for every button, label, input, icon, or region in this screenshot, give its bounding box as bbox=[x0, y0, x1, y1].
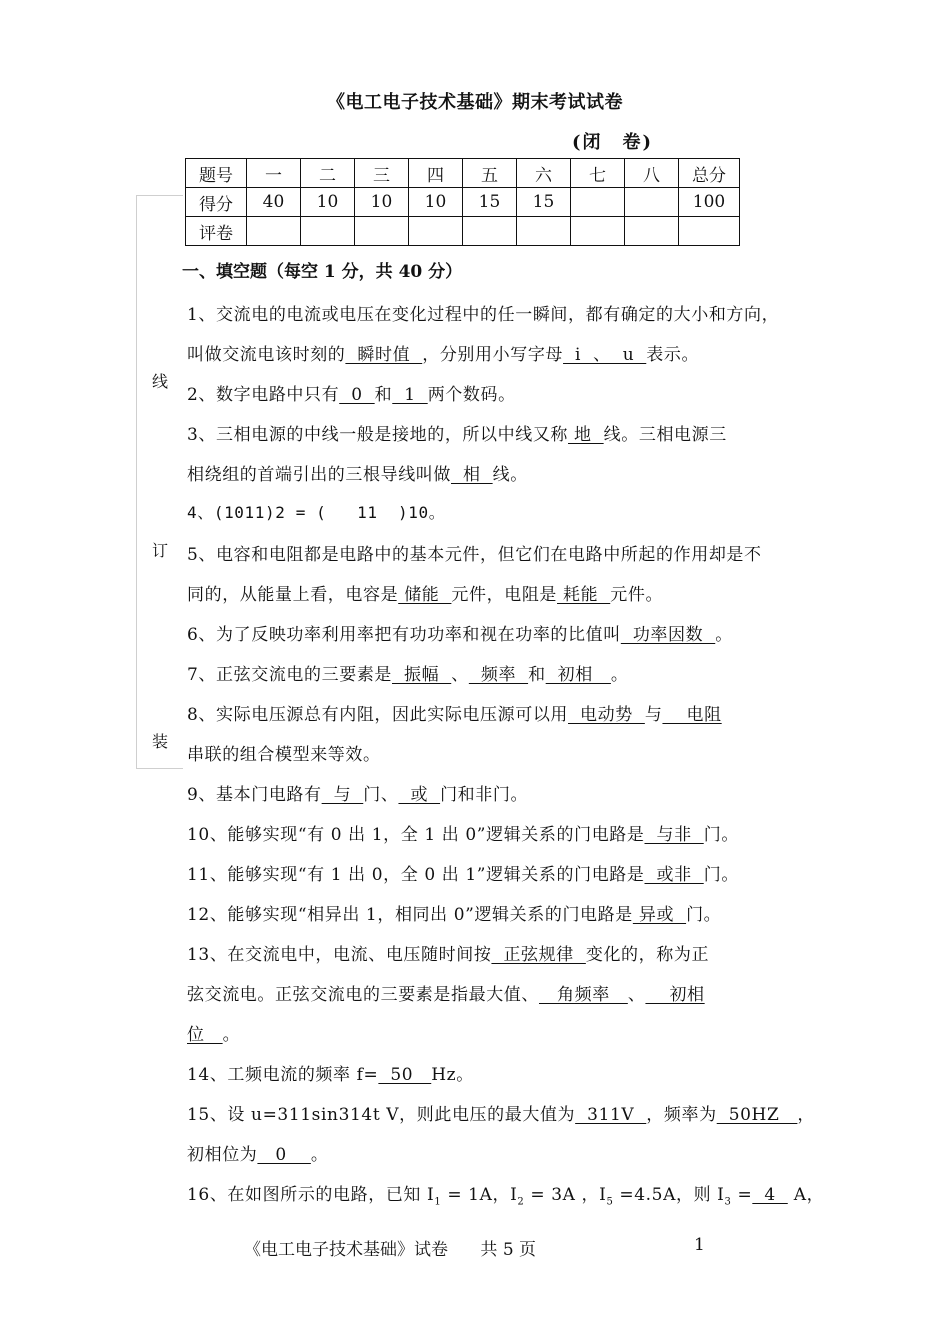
answer-blank: 频率 bbox=[468, 665, 529, 685]
table-cell: 八 bbox=[625, 159, 679, 188]
answer-blank: 4 bbox=[752, 1185, 788, 1205]
table-cell: 15 bbox=[517, 188, 571, 217]
answer-blank: 相 bbox=[451, 465, 493, 485]
table-cell: 三 bbox=[355, 159, 409, 188]
table-cell: 得分 bbox=[186, 188, 247, 217]
answer-blank: i 、 u bbox=[563, 345, 647, 365]
table-row bbox=[186, 188, 740, 217]
table-cell: 100 bbox=[679, 188, 740, 217]
question-line: 2、数字电路中只有 0 和 1 两个数码。 bbox=[187, 385, 516, 405]
table-cell: 总分 bbox=[679, 159, 740, 188]
answer-blank: 异或 bbox=[632, 905, 687, 925]
table-cell bbox=[409, 217, 463, 246]
binding-margin bbox=[136, 195, 183, 769]
answer-blank: 角频率 bbox=[539, 985, 628, 1005]
table-cell: 10 bbox=[409, 188, 463, 217]
answer-blank: 储能 bbox=[398, 585, 452, 605]
table-cell: 一 bbox=[247, 159, 301, 188]
question-line: 9、基本门电路有 与 门、 或 门和非门。 bbox=[187, 785, 529, 805]
question-line: 相绕组的首端引出的三根导线叫做 相 线。 bbox=[187, 465, 528, 485]
binding-mark-staple: 订 bbox=[152, 541, 169, 560]
table-cell bbox=[247, 217, 301, 246]
table-cell: 题号 bbox=[186, 159, 247, 188]
question-line: 15、设 u=311sin314t V，则此电压的最大值为 311V ，频率为 50HZ ， bbox=[187, 1105, 816, 1125]
answer-blank: 耗能 bbox=[557, 585, 611, 605]
question-line: 5、电容和电阻都是电路中的基本元件，但它们在电路中所起的作用却是不 bbox=[187, 545, 762, 565]
table-cell: 15 bbox=[463, 188, 517, 217]
answer-blank: 功率因数 bbox=[620, 625, 716, 645]
table-cell: 六 bbox=[517, 159, 571, 188]
answer-blank: 50HZ bbox=[716, 1105, 798, 1125]
page-number: 1 bbox=[694, 1235, 705, 1255]
question-line: 串联的组合模型来等效。 bbox=[187, 745, 381, 765]
answer-blank: 初相 bbox=[645, 985, 705, 1005]
table-cell bbox=[355, 217, 409, 246]
question-line: 初相位为 0 。 bbox=[187, 1145, 329, 1165]
binding-mark-bind: 装 bbox=[152, 732, 169, 751]
exam-title: 《电工电子技术基础》期末考试试卷 bbox=[327, 92, 623, 113]
table-cell bbox=[571, 188, 625, 217]
question-line: 6、为了反映功率利用率把有功功率和视在功率的比值叫 功率因数 。 bbox=[187, 625, 733, 645]
table-cell: 五 bbox=[463, 159, 517, 188]
answer-blank: 0 bbox=[339, 385, 375, 405]
question-line: 同的，从能量上看，电容是 储能 元件，电阻是 耗能 元件。 bbox=[187, 585, 664, 605]
answer-blank: 正弦规律 bbox=[491, 945, 586, 965]
table-cell: 四 bbox=[409, 159, 463, 188]
answer-blank: 位 bbox=[187, 1025, 223, 1045]
question-line: 10、能够实现“有 0 出 1，全 1 出 0”逻辑关系的门电路是 与非 门。 bbox=[187, 825, 739, 845]
table-cell bbox=[679, 217, 740, 246]
table-cell: 40 bbox=[247, 188, 301, 217]
answer-blank: 50 bbox=[378, 1065, 432, 1085]
question-line: 12、能够实现“相异出 1，相同出 0”逻辑关系的门电路是 异或 门。 bbox=[187, 905, 722, 925]
table-row bbox=[186, 217, 740, 246]
answer-blank: 1 bbox=[392, 385, 428, 405]
question-line: 11、能够实现“有 1 出 0，全 0 出 1”逻辑关系的门电路是 或非 门。 bbox=[187, 865, 739, 885]
question-line: 弦交流电。正弦交流电的三要素是指最大值、 角频率 、 初相 bbox=[187, 985, 705, 1005]
table-cell bbox=[625, 188, 679, 217]
answer-blank: 与非 bbox=[644, 825, 704, 845]
section-title: 一、填空题（每空 1 分，共 40 分） bbox=[182, 262, 463, 282]
question-line: 1、交流电的电流或电压在变化过程中的任一瞬间，都有确定的大小和方向， bbox=[187, 305, 780, 325]
table-cell: 二 bbox=[301, 159, 355, 188]
question-line: 14、工频电流的频率 f= 50 Hz。 bbox=[187, 1065, 474, 1085]
table-cell bbox=[301, 217, 355, 246]
answer-blank: 311V bbox=[575, 1105, 647, 1125]
page-footer: 《电工电子技术基础》试卷 共 5 页 bbox=[244, 1240, 537, 1260]
binding-mark-line: 线 bbox=[152, 372, 169, 391]
exam-subtitle: (闭 卷) bbox=[572, 132, 654, 153]
answer-blank: 0 bbox=[257, 1145, 311, 1165]
table-cell: 10 bbox=[355, 188, 409, 217]
table-cell: 七 bbox=[571, 159, 625, 188]
question-line: 叫做交流电该时刻的 瞬时值 ，分别用小写字母 i 、 u 表示。 bbox=[187, 345, 700, 365]
table-cell bbox=[625, 217, 679, 246]
table-cell bbox=[517, 217, 571, 246]
table-row bbox=[186, 159, 740, 188]
question-line: 7、正弦交流电的三要素是 振幅 、 频率 和 初相 。 bbox=[187, 665, 629, 685]
question-line: 13、在交流电中，电流、电压随时间按 正弦规律 变化的，称为正 bbox=[187, 945, 710, 965]
answer-blank: 地 bbox=[568, 425, 604, 445]
answer-blank: 电动势 bbox=[568, 705, 645, 725]
answer-blank: 与 bbox=[321, 785, 364, 805]
question-line: 3、三相电源的中线一般是接地的，所以中线又称 地 线。三相电源三 bbox=[187, 425, 727, 445]
question-line: 4、(1011)2 = ( 11 )10。 bbox=[187, 503, 446, 522]
table-cell bbox=[463, 217, 517, 246]
answer-blank: 振幅 bbox=[392, 665, 452, 685]
answer-blank: 电阻 bbox=[662, 705, 722, 725]
question-line: 8、实际电压源总有内阻，因此实际电压源可以用 电动势 与 电阻 bbox=[187, 705, 722, 725]
table-cell bbox=[571, 217, 625, 246]
answer-blank: 或非 bbox=[644, 865, 704, 885]
table-cell: 评卷 bbox=[186, 217, 247, 246]
question-line: 位 。 bbox=[187, 1025, 241, 1045]
answer-blank: 瞬时值 bbox=[345, 345, 423, 365]
answer-blank: 初相 bbox=[545, 665, 611, 685]
question-line: 16、在如图所示的电路，已知 $I_1 = 1A$，$I_2 = 3A$ ，$I_5 =4.5A$，则 $I_3 = 4$ A， bbox=[187, 1185, 825, 1208]
answer-blank: 或 bbox=[398, 785, 441, 805]
score-table bbox=[185, 158, 740, 246]
table-cell: 10 bbox=[301, 188, 355, 217]
